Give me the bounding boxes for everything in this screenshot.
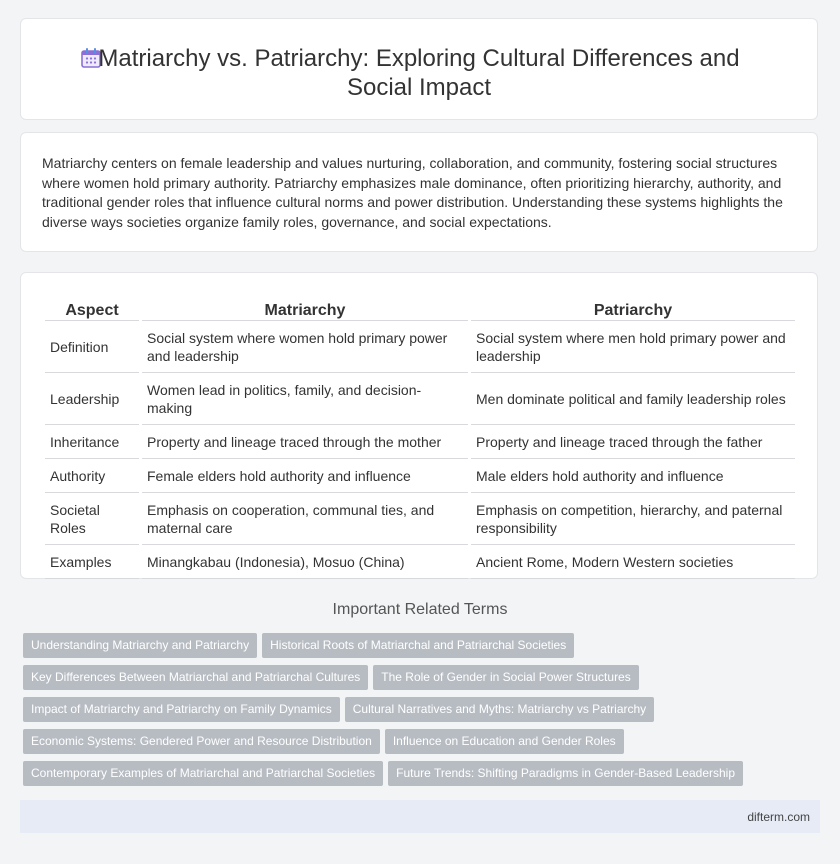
- aspect-cell: Leadership: [45, 373, 139, 425]
- related-terms-list: [23, 633, 823, 793]
- table-row: [45, 425, 795, 459]
- aspect-cell: Authority: [45, 459, 139, 493]
- header-card: [20, 18, 818, 120]
- patriarchy-cell: Ancient Rome, Modern Western societies: [471, 545, 795, 579]
- matriarchy-cell: Women lead in politics, family, and decision-making: [142, 373, 468, 425]
- header-patriarchy: Patriarchy: [471, 296, 795, 321]
- patriarchy-cell: Male elders hold authority and influence: [471, 459, 795, 493]
- tag-row: [23, 665, 823, 697]
- related-term-tag[interactable]: Economic Systems: Gendered Power and Resource Distribution: [23, 729, 380, 754]
- related-term-tag[interactable]: Key Differences Between Matriarchal and Patriarchal Cultures: [23, 665, 368, 690]
- intro-paragraph: Matriarchy centers on female leadership and values nurturing, collaboration, and community, fostering social structures where women hold primary authority. Patriarchy emphasizes male dominance, often prioritizing hierarchy, authority, and traditional gender roles that influence cultural norms and power distribution. Understanding these systems highlights the diverse ways societies organize family roles, governance, and social expectations.: [42, 155, 783, 230]
- tag-row: [23, 761, 823, 793]
- tag-row: [23, 633, 823, 665]
- page-title-line-2: Social Impact: [346, 74, 492, 101]
- related-term-tag[interactable]: Impact of Matriarchy and Patriarchy on Family Dynamics: [23, 697, 340, 722]
- patriarchy-cell: Emphasis on competition, hierarchy, and paternal responsibility: [471, 493, 795, 545]
- matriarchy-cell: Female elders hold authority and influence: [142, 459, 468, 493]
- related-terms-title: Important Related Terms: [332, 601, 508, 618]
- comparison-table: [42, 296, 798, 579]
- related-term-tag[interactable]: The Role of Gender in Social Power Structures: [373, 665, 638, 690]
- page-title: [21, 44, 817, 102]
- table-row: [45, 545, 795, 579]
- matriarchy-cell: Property and lineage traced through the mother: [142, 425, 468, 459]
- related-term-tag[interactable]: Future Trends: Shifting Paradigms in Gender-Based Leadership: [388, 761, 743, 786]
- aspect-cell: Examples: [45, 545, 139, 579]
- table-row: [45, 459, 795, 493]
- table-header-row: [45, 296, 795, 321]
- aspect-cell: Definition: [45, 321, 139, 373]
- aspect-cell: Societal Roles: [45, 493, 139, 545]
- patriarchy-cell: Men dominate political and family leadership roles: [471, 373, 795, 425]
- table-row: [45, 493, 795, 545]
- intro-card: [20, 132, 818, 252]
- related-term-tag[interactable]: Historical Roots of Matriarchal and Patriarchal Societies: [262, 633, 574, 658]
- footer: [20, 800, 820, 833]
- page-title-line-1: Matriarchy vs. Patriarchy: Exploring Cultural Differences and: [98, 45, 740, 72]
- related-term-tag[interactable]: Cultural Narratives and Myths: Matriarchy vs Patriarchy: [345, 697, 654, 722]
- tag-row: [23, 729, 823, 761]
- tag-row: [23, 697, 823, 729]
- related-term-tag[interactable]: Understanding Matriarchy and Patriarchy: [23, 633, 257, 658]
- comparison-table-card: [20, 272, 818, 579]
- matriarchy-cell: Emphasis on cooperation, communal ties, and maternal care: [142, 493, 468, 545]
- aspect-cell: Inheritance: [45, 425, 139, 459]
- matriarchy-cell: Social system where women hold primary power and leadership: [142, 321, 468, 373]
- matriarchy-cell: Minangkabau (Indonesia), Mosuo (China): [142, 545, 468, 579]
- table-row: [45, 373, 795, 425]
- related-term-tag[interactable]: Contemporary Examples of Matriarchal and Patriarchal Societies: [23, 761, 383, 786]
- patriarchy-cell: Property and lineage traced through the father: [471, 425, 795, 459]
- related-term-tag[interactable]: Influence on Education and Gender Roles: [385, 729, 624, 754]
- header-aspect: Aspect: [45, 296, 139, 321]
- table-row: [45, 321, 795, 373]
- footer-site-link[interactable]: difterm.com: [747, 810, 810, 824]
- patriarchy-cell: Social system where men hold primary power and leadership: [471, 321, 795, 373]
- header-matriarchy: Matriarchy: [142, 296, 468, 321]
